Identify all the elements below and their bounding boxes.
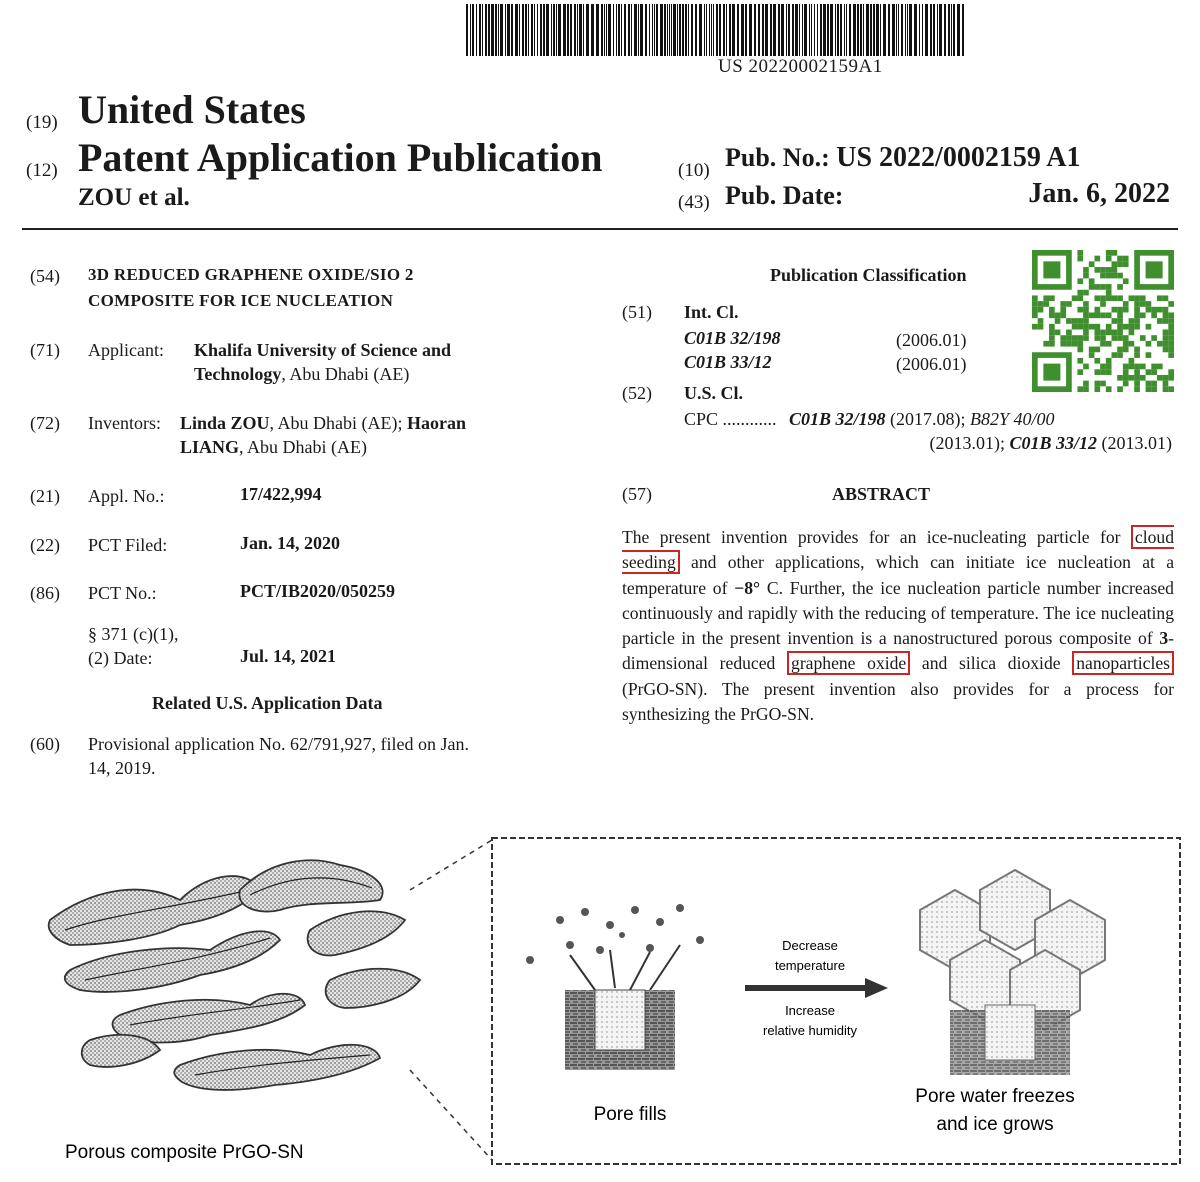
uscl-label: U.S. Cl. bbox=[684, 383, 744, 403]
pub-no: US 2022/0002159 A1 bbox=[836, 142, 1081, 173]
type-code: (12) bbox=[26, 160, 58, 181]
appl-code: (21) bbox=[30, 486, 60, 506]
barcode bbox=[466, 4, 969, 56]
inventors-label: Inventors: bbox=[88, 413, 161, 433]
abstract-part-3: C. Further, the ice nucleation particle number increased continuously and rapidly with the reducing of temperature. The ice nucleating particle in the present invention is a nanostructured porous composite of bbox=[622, 577, 1174, 649]
inventor-1-location: , Abu Dhabi (AE); bbox=[269, 413, 403, 433]
intcl-code: (51) bbox=[622, 302, 652, 322]
s371-line-1: § 371 (c)(1), bbox=[88, 624, 179, 644]
uscl-code: (52) bbox=[622, 383, 652, 403]
s371-date: Jul. 14, 2021 bbox=[240, 646, 337, 666]
cpc-line-2 bbox=[929, 431, 1172, 455]
publication-type: Patent Application Publication bbox=[78, 135, 603, 180]
pub-no-label: Pub. No.: bbox=[725, 143, 830, 172]
classification-heading: Publication Classification bbox=[770, 265, 967, 285]
figure-drawing bbox=[10, 830, 1190, 1175]
cpc-3-date: (2013.01) bbox=[1101, 433, 1172, 453]
intcl-1: C01B 32/198 bbox=[684, 328, 781, 348]
prov-line-2: 14, 2019. bbox=[88, 758, 156, 778]
arrow-label-4: relative humidity bbox=[763, 1023, 857, 1038]
highlight-nanoparticles: nanoparticles bbox=[1072, 651, 1174, 675]
figure-label-freezes: Pore water freezes bbox=[915, 1086, 1075, 1107]
abstract-heading: ABSTRACT bbox=[832, 484, 931, 504]
pore-drawing bbox=[565, 990, 675, 1070]
related-heading: Related U.S. Application Data bbox=[152, 693, 383, 713]
applicant-label: Applicant: bbox=[88, 340, 164, 360]
cpc-3: C01B 33/12 bbox=[1009, 433, 1097, 453]
abstract-part-2: and other applications, which can initiate ice nucleation at a temperature of bbox=[622, 552, 1174, 598]
title-line-2: COMPOSITE FOR ICE NUCLEATION bbox=[88, 291, 394, 310]
pct-filed-code: (22) bbox=[30, 535, 60, 555]
intcl-2: C01B 33/12 bbox=[684, 352, 772, 372]
country: United States bbox=[78, 87, 306, 132]
abstract-text bbox=[622, 525, 1174, 727]
abstract-part-4: -dimensional reduced bbox=[622, 628, 1174, 674]
pub-date-code: (43) bbox=[678, 192, 710, 213]
figure-label-ice-grows: and ice grows bbox=[936, 1114, 1054, 1135]
figure-label-pore-fills: Pore fills bbox=[593, 1104, 667, 1125]
inventor-2-location: , Abu Dhabi (AE) bbox=[239, 437, 367, 457]
inventor-2-first: Haoran bbox=[407, 413, 467, 433]
pct-no: PCT/IB2020/050259 bbox=[240, 581, 396, 601]
pct-filed-label: PCT Filed: bbox=[88, 535, 168, 555]
barcode-number: US 20220002159A1 bbox=[718, 56, 883, 77]
arrow-label-2: temperature bbox=[774, 958, 846, 973]
applicant-location: , Abu Dhabi (AE) bbox=[281, 364, 410, 384]
prov-code: (60) bbox=[30, 734, 60, 754]
header-rule bbox=[22, 228, 1178, 230]
pub-no-code: (10) bbox=[678, 160, 710, 181]
pub-date: Jan. 6, 2022 bbox=[1028, 178, 1170, 209]
pct-no-label: PCT No.: bbox=[88, 583, 157, 603]
s371-line-2: (2) Date: bbox=[88, 648, 153, 668]
country-code: (19) bbox=[26, 112, 58, 133]
arrow-label-3: Increase bbox=[785, 1003, 835, 1018]
highlight-graphene-oxide: graphene oxide bbox=[787, 651, 910, 675]
cpc-1: C01B 32/198 bbox=[789, 409, 886, 429]
cpc-2: B82Y 40/00 bbox=[970, 409, 1055, 429]
cpc-line-1 bbox=[684, 407, 1055, 431]
arrow-label-1: Decrease bbox=[782, 938, 838, 953]
appl-no: 17/422,994 bbox=[240, 484, 322, 504]
invention-title bbox=[88, 262, 414, 314]
highlight-cloud-seeding: cloud seeding bbox=[622, 527, 1175, 573]
pct-filed: Jan. 14, 2020 bbox=[240, 533, 341, 553]
applicant-code: (71) bbox=[30, 340, 60, 360]
pct-no-code: (86) bbox=[30, 583, 60, 603]
qr-code bbox=[1032, 250, 1174, 392]
applicant-block bbox=[194, 338, 451, 386]
cpc-label: CPC bbox=[684, 409, 719, 429]
pub-no-line bbox=[725, 142, 1081, 174]
abstract-code: (57) bbox=[622, 484, 652, 504]
abstract-part-5: and silica dioxide bbox=[921, 653, 1061, 674]
intcl-1-date: (2006.01) bbox=[896, 330, 967, 350]
authors: ZOU et al. bbox=[78, 184, 190, 211]
cpc-dots: ............ bbox=[722, 409, 777, 429]
inventor-1: Linda ZOU bbox=[180, 413, 270, 433]
inventor-2-last: LIANG bbox=[180, 437, 240, 457]
inventors-block bbox=[180, 411, 580, 459]
pub-date-label: Pub. Date: bbox=[725, 181, 844, 210]
s371-block bbox=[88, 622, 178, 670]
title-code: (54) bbox=[30, 266, 60, 286]
figure-label-composite: Porous composite PrGO-SN bbox=[65, 1142, 304, 1163]
inventors-code: (72) bbox=[30, 413, 60, 433]
applicant-name-1: Khalifa University of Science and bbox=[194, 340, 451, 360]
intcl-label: Int. Cl. bbox=[684, 302, 739, 322]
intcl-2-date: (2006.01) bbox=[896, 354, 967, 374]
cpc-2-date: (2013.01); bbox=[929, 433, 1005, 453]
cpc-1-date: (2017.08); bbox=[890, 409, 966, 429]
applicant-name-2: Technology bbox=[194, 364, 282, 384]
prov-line-1: Provisional application No. 62/791,927, filed on Jan. bbox=[88, 734, 469, 754]
appl-label: Appl. No.: bbox=[88, 486, 165, 506]
abstract-part-6: (PrGO-SN). The present invention also provides for a process for synthesizing the PrGO-SN. bbox=[622, 678, 1174, 725]
abstract-part-1: The present invention provides for an ice-nucleating particle for bbox=[622, 527, 1121, 547]
provisional-block bbox=[88, 732, 469, 780]
abstract-three: 3 bbox=[1159, 628, 1169, 649]
title-line-1: 3D REDUCED GRAPHENE OXIDE/SIO 2 bbox=[88, 265, 414, 284]
abstract-temperature: −8° bbox=[734, 577, 761, 598]
